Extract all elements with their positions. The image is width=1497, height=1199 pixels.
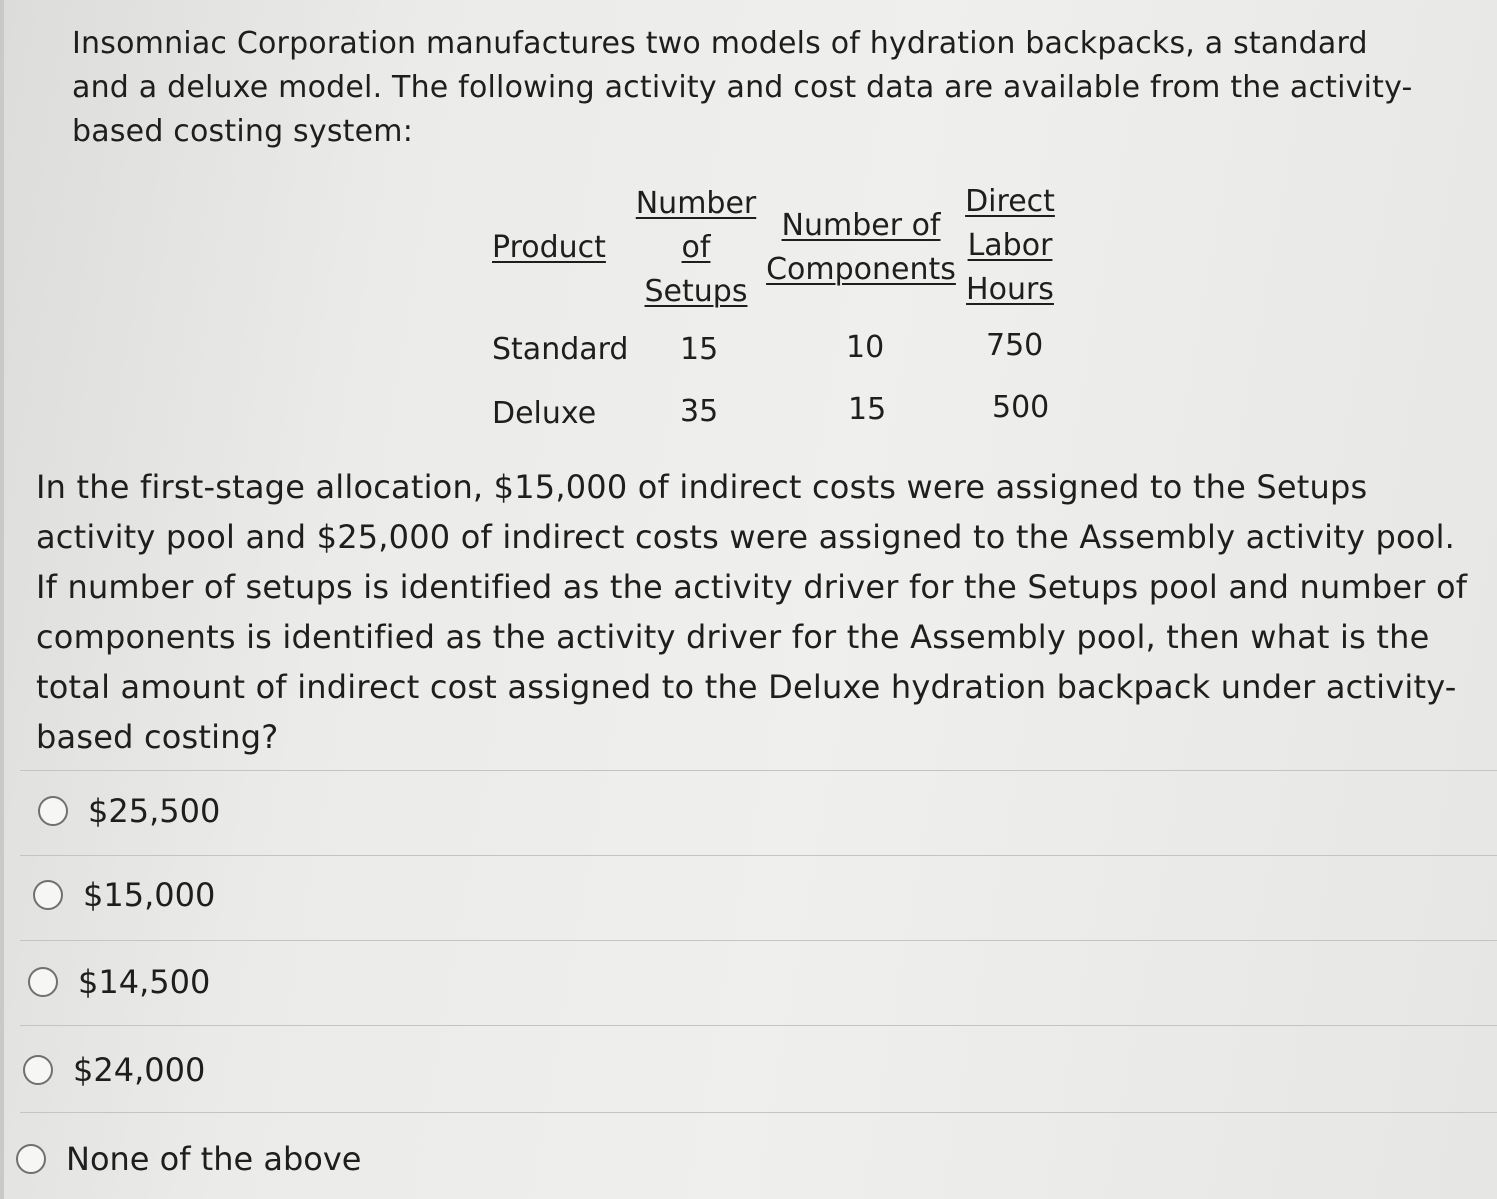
row-deluxe-setups: 35 <box>680 394 719 429</box>
radio-button[interactable] <box>28 967 58 997</box>
answer-option-5[interactable] <box>16 1140 361 1178</box>
header-dlh-line-1: Direct <box>965 184 1055 219</box>
intro-text: Insomniac Corporation manufactures two models of hydration backpacks, a standard and a deluxe model. The following activity and cost data are available from the activity-based costing system: <box>72 26 1413 149</box>
row-standard-setups: 15 <box>680 332 719 367</box>
answer-option-2[interactable] <box>33 876 215 914</box>
answer-option-label: $24,000 <box>73 1051 206 1089</box>
header-dlh-line-2: Labor <box>967 228 1053 263</box>
row-standard-dlh: 750 <box>986 328 1044 363</box>
header-setups-line-2: of <box>681 230 711 265</box>
answer-option-label: $15,000 <box>83 876 216 914</box>
header-components-line-1: Number of <box>781 208 941 243</box>
header-components-line-2: Components <box>766 252 956 287</box>
radio-button[interactable] <box>38 796 68 826</box>
divider <box>20 1025 1497 1026</box>
header-setups <box>634 182 758 314</box>
header-product: Product <box>492 230 606 265</box>
answer-option-4[interactable] <box>23 1051 205 1089</box>
question-text: In the first-stage allocation, $15,000 of indirect costs were assigned to the Setups activity pool and $25,000 of indirect costs were assigned to the Assembly activity pool. If number of setups is identified as the activity driver for the Setups pool and number of components is identified as the activity driver for the Assembly pool, then what is the total amount of indirect cost assigned to the Deluxe hydration backpack under activity-based costing? <box>36 468 1468 756</box>
problem-intro <box>72 22 1432 154</box>
header-setups-line-1: Number <box>635 186 757 221</box>
divider <box>20 770 1497 771</box>
row-deluxe-product: Deluxe <box>492 396 597 431</box>
row-deluxe-components: 15 <box>848 392 887 427</box>
row-standard-product: Standard <box>492 332 629 367</box>
question-prompt <box>36 462 1486 762</box>
answer-option-3[interactable] <box>28 963 210 1001</box>
divider <box>20 940 1497 941</box>
answer-option-label: $14,500 <box>78 963 211 1001</box>
divider <box>20 855 1497 856</box>
header-setups-line-3: Setups <box>644 274 748 309</box>
divider <box>20 1112 1497 1113</box>
row-standard-components: 10 <box>846 330 885 365</box>
radio-button[interactable] <box>23 1055 53 1085</box>
page-edge <box>0 0 4 1199</box>
activity-data-table <box>490 180 1090 440</box>
answer-option-1[interactable] <box>38 792 220 830</box>
answer-option-label: $25,500 <box>88 792 221 830</box>
header-dlh-line-3: Hours <box>966 272 1054 307</box>
radio-button[interactable] <box>33 880 63 910</box>
row-deluxe-dlh: 500 <box>992 390 1050 425</box>
answer-option-label: None of the above <box>66 1140 362 1178</box>
radio-button[interactable] <box>16 1144 46 1174</box>
header-components <box>764 204 958 292</box>
header-direct-labor-hours <box>958 180 1062 312</box>
